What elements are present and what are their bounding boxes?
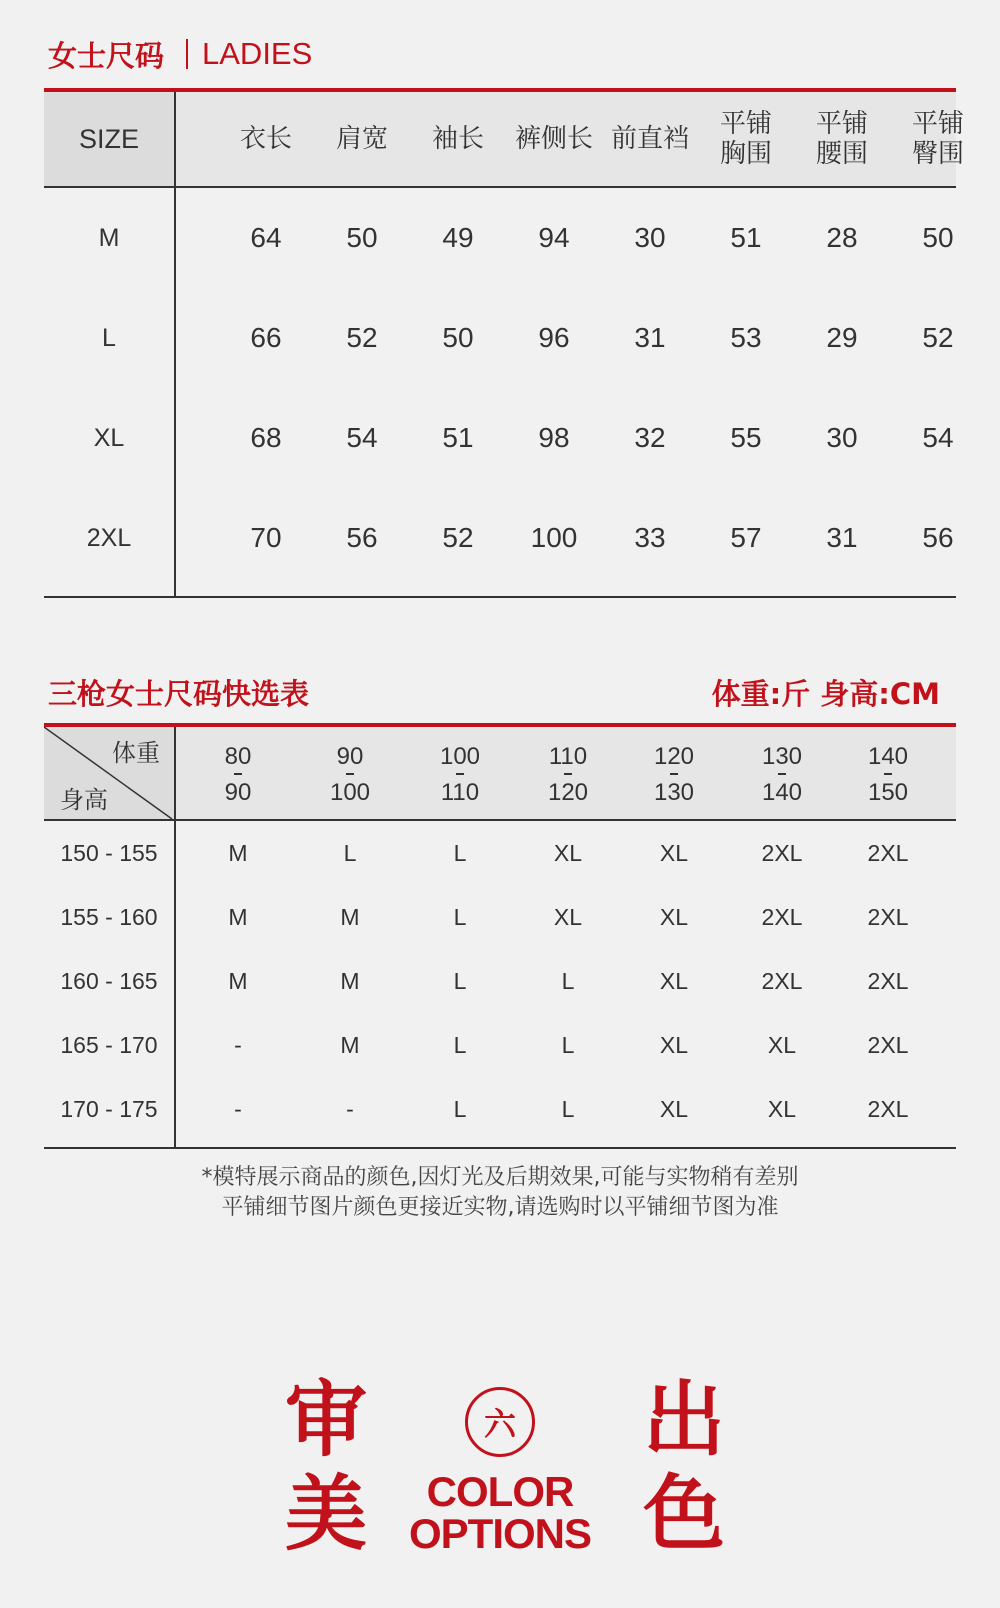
ladies-size-table (44, 88, 964, 598)
size-recommendation-cell: 2XL (867, 903, 909, 930)
weight-to: 90 (224, 779, 252, 806)
size-recommendation-cell: M (228, 903, 248, 930)
range-dash (884, 773, 892, 775)
footer-char-mei: 美 (285, 1466, 368, 1562)
options-label: OPTIONS (408, 1510, 592, 1557)
color-label: COLOR (426, 1468, 574, 1515)
column-header-line1: 平铺 (719, 109, 772, 139)
size-recommendation-cell: XL (659, 1031, 689, 1058)
table-cell: 50 (922, 222, 954, 253)
size-recommendation-cell: XL (659, 839, 689, 866)
column-header-line1: 前直裆 (610, 124, 689, 154)
size-recommendation-cell: - (234, 1031, 242, 1058)
range-dash (778, 773, 786, 775)
size-recommendation-cell: 2XL (867, 839, 909, 866)
table-cell: 52 (922, 322, 954, 353)
ladies-size-title (48, 34, 312, 74)
column-header (890, 92, 986, 186)
quick-size-title: 三枪女士尺码快选表 (48, 677, 310, 711)
size-recommendation-cell: XL (659, 903, 689, 930)
size-recommendation-cell: 2XL (761, 839, 803, 866)
size-recommendation-cell: L (453, 1095, 467, 1122)
size-recommendation-cell: XL (553, 839, 583, 866)
height-range-label: 160 - 165 (60, 967, 158, 994)
footer-char-shen: 审 (285, 1372, 368, 1468)
weight-from: 110 (548, 743, 588, 770)
table-cell: 98 (538, 422, 570, 453)
size-recommendation-cell: M (228, 839, 248, 866)
table-cell: 100 (530, 522, 578, 553)
weight-column-header (624, 739, 724, 815)
table-cell: 56 (922, 522, 954, 553)
size-label: M (98, 223, 120, 252)
size-recommendation-cell: L (453, 1031, 467, 1058)
size-recommendation-cell: XL (767, 1095, 797, 1122)
size-recommendation-cell: M (228, 967, 248, 994)
column-header-line1: 平铺 (911, 109, 964, 139)
table-row (44, 885, 956, 949)
weight-to: 150 (867, 779, 909, 806)
weight-column-header (838, 739, 938, 815)
table-cell: 68 (250, 422, 282, 453)
size-recommendation-cell: M (340, 967, 360, 994)
range-dash (564, 773, 572, 775)
footer-char-chu: 出 (643, 1372, 726, 1468)
size-recommendation-cell: 2XL (761, 903, 803, 930)
weight-from: 140 (867, 743, 909, 770)
table-cell: 52 (346, 322, 378, 353)
weight-column-header (518, 739, 618, 815)
table-cell: 56 (346, 522, 378, 553)
size-recommendation-cell: M (340, 903, 360, 930)
column-header (794, 92, 890, 186)
size-recommendation-cell: XL (659, 967, 689, 994)
table-row (44, 288, 956, 388)
table-cell: 55 (730, 422, 762, 453)
column-header (506, 92, 602, 186)
size-recommendation-cell: L (343, 839, 357, 866)
range-dash (670, 773, 678, 775)
column-header-line1: 衣长 (239, 124, 292, 154)
size-recommendation-cell: 2XL (867, 1095, 909, 1122)
weight-from: 120 (653, 743, 695, 770)
note-line-2: 平铺细节图片颜色更接近实物,请选购时以平铺细节图为准 (221, 1195, 779, 1220)
size-recommendation-cell: - (346, 1095, 354, 1122)
ladies-size-title-cn: 女士尺码 (48, 38, 165, 73)
weight-column-header (188, 739, 288, 815)
weight-from: 100 (439, 743, 481, 770)
table-cell: 70 (250, 522, 282, 553)
table-row (44, 188, 956, 288)
table-cell: 49 (442, 222, 474, 253)
table-cell: 54 (346, 422, 378, 453)
column-header-line2: 腰围 (815, 139, 868, 169)
title-divider (186, 39, 188, 69)
table-row (44, 821, 956, 885)
height-range-label: 155 - 160 (60, 903, 158, 930)
table-cell: 66 (250, 322, 282, 353)
table-cell: 31 (634, 322, 666, 353)
table-row (44, 1077, 956, 1141)
weight-column-header (410, 739, 510, 815)
column-header (602, 92, 698, 186)
weight-column-header (300, 739, 400, 815)
weight-to: 140 (761, 779, 803, 806)
table-cell: 29 (826, 322, 858, 353)
table-cell: 51 (442, 422, 474, 453)
size-recommendation-cell: L (561, 1031, 575, 1058)
table-row (44, 1013, 956, 1077)
column-header-line2: 臀围 (911, 139, 964, 169)
weight-to: 120 (547, 779, 589, 806)
size-recommendation-cell: L (453, 839, 467, 866)
six-badge-icon: 六 (465, 1387, 535, 1457)
size-recommendation-cell: 2XL (867, 1031, 909, 1058)
size-recommendation-cell: 2XL (867, 967, 909, 994)
table-cell: 64 (250, 222, 282, 253)
height-range-label: 150 - 155 (60, 839, 158, 866)
weight-from: 90 (336, 743, 364, 770)
table-cell: 51 (730, 222, 762, 253)
table-cell: 50 (442, 322, 474, 353)
column-header-line1: 肩宽 (335, 124, 388, 154)
table-cell: 53 (730, 322, 762, 353)
size-recommendation-cell: L (453, 967, 467, 994)
footer-char-se: 色 (643, 1466, 726, 1562)
column-header (410, 92, 506, 186)
table-cell: 54 (922, 422, 954, 453)
height-range-label: 165 - 170 (60, 1031, 158, 1058)
table-row (44, 388, 956, 488)
size-recommendation-cell: L (561, 1095, 575, 1122)
column-header (314, 92, 410, 186)
weight-column-header (732, 739, 832, 815)
table-cell: 57 (730, 522, 762, 553)
size-column-header: SIZE (44, 92, 174, 186)
table-cell: 31 (826, 522, 858, 553)
table-row (44, 949, 956, 1013)
column-header (698, 92, 794, 186)
size-label: 2XL (86, 523, 132, 552)
note-line-1: *模特展示商品的颜色,因灯光及后期效果,可能与实物稍有差别 (201, 1165, 799, 1190)
size-recommendation-cell: XL (767, 1031, 797, 1058)
weight-from: 130 (761, 743, 803, 770)
size-recommendation-cell: - (234, 1095, 242, 1122)
quick-size-table (44, 723, 956, 1149)
weight-to: 100 (329, 779, 371, 806)
column-header-line1: 袖长 (431, 124, 484, 154)
table-cell: 94 (538, 222, 570, 253)
corner-cell (44, 727, 174, 819)
range-dash (346, 773, 354, 775)
weight-to: 130 (653, 779, 695, 806)
size-label: XL (93, 423, 125, 452)
height-range-label: 170 - 175 (60, 1095, 158, 1122)
column-header-line1: 裤侧长 (514, 124, 593, 154)
size-recommendation-cell: L (561, 967, 575, 994)
table-row (44, 488, 956, 588)
table-cell: 30 (634, 222, 666, 253)
weight-to: 110 (440, 779, 480, 806)
range-dash (234, 773, 242, 775)
table-cell: 28 (826, 222, 858, 253)
size-recommendation-cell: XL (553, 903, 583, 930)
table-cell: 30 (826, 422, 858, 453)
size-recommendation-cell: 2XL (761, 967, 803, 994)
column-header-line1: 平铺 (815, 109, 868, 139)
table-cell: 33 (634, 522, 666, 553)
corner-weight-label: 体重 (112, 739, 160, 767)
column-header (218, 92, 314, 186)
column-header-line2: 胸围 (719, 139, 772, 169)
table-cell: 32 (634, 422, 666, 453)
size-label: L (102, 323, 116, 352)
size-recommendation-cell: M (340, 1031, 360, 1058)
size-recommendation-cell: L (453, 903, 467, 930)
weight-from: 80 (224, 743, 252, 770)
size-recommendation-cell: XL (659, 1095, 689, 1122)
ladies-size-title-en: LADIES (202, 36, 313, 71)
range-dash (456, 773, 464, 775)
table-cell: 50 (346, 222, 378, 253)
table-cell: 96 (538, 322, 570, 353)
units-label: 体重:斤 身高:CM (711, 677, 940, 711)
corner-height-label: 身高 (60, 786, 108, 814)
table-cell: 52 (442, 522, 474, 553)
